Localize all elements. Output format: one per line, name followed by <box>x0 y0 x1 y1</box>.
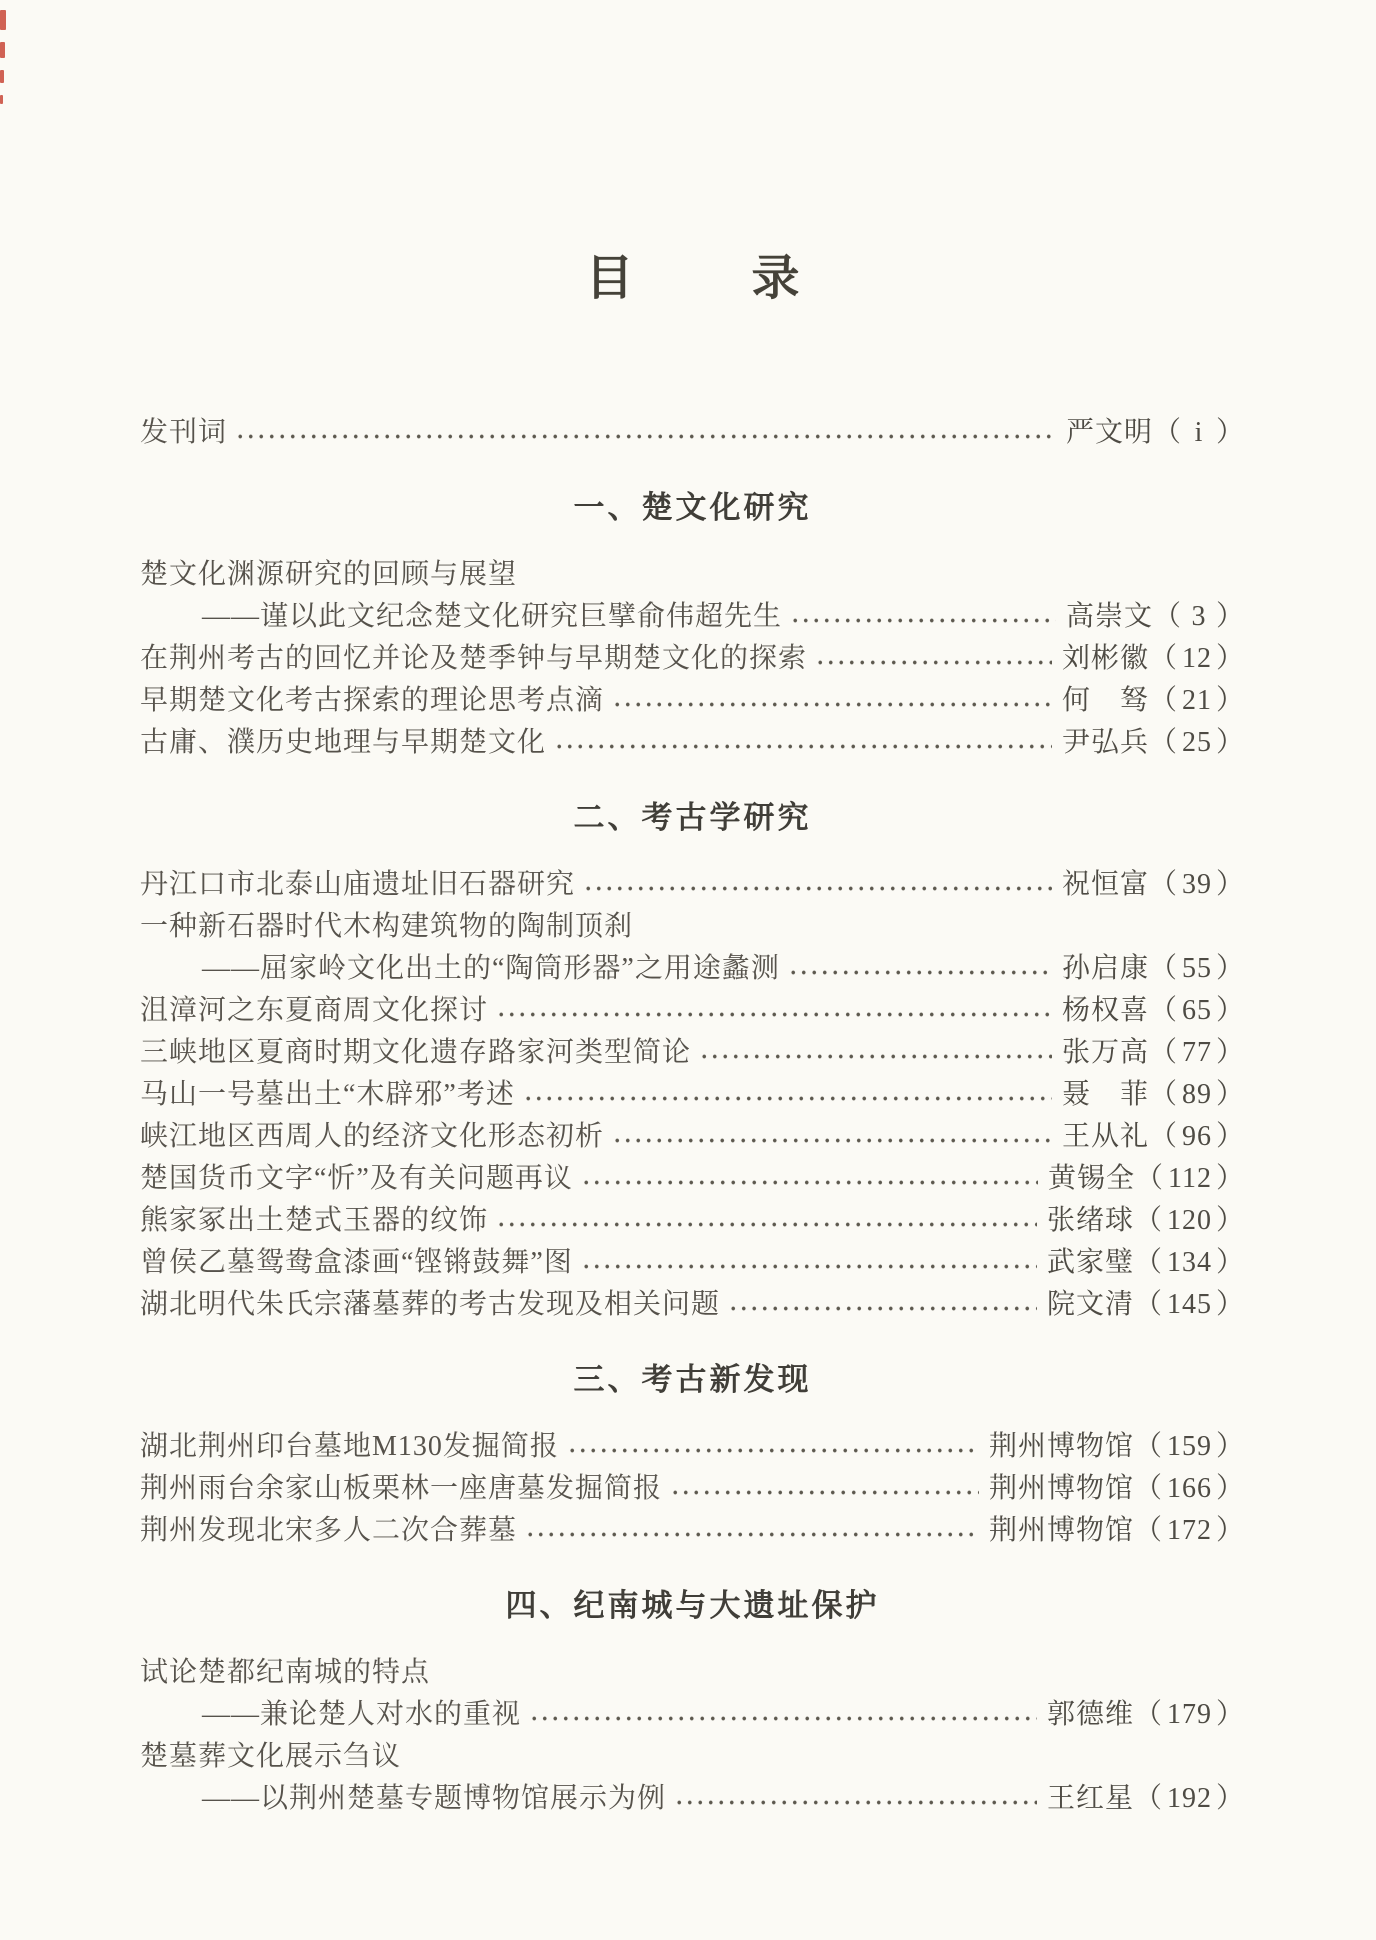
toc-entry-line <box>140 1242 1245 1284</box>
toc-entry-line <box>140 596 1245 638</box>
page-number: 89 <box>1181 1079 1212 1111</box>
page-number: 96 <box>1181 1121 1212 1153</box>
entry-author-page: 何 驽（ 21 ） <box>1062 680 1245 722</box>
section-heading: 四、纪南城与大遗址保护 <box>505 1588 880 1624</box>
toc-entry-line <box>140 1510 1245 1552</box>
entry-title: ——屈家岭文化出土的“陶筒形器”之用途蠡测 <box>202 953 780 985</box>
page-number: 145 <box>1166 1289 1212 1321</box>
author-name: 张万高 <box>1061 1037 1149 1069</box>
entry-title: 楚文化渊源研究的回顾与展望 <box>140 559 518 591</box>
toc-entry-line <box>140 1778 1245 1820</box>
toc-entry-line <box>140 1158 1245 1200</box>
entry-author-page: 荆州博物馆（ 172 ） <box>989 1510 1245 1552</box>
page-number: 65 <box>1181 995 1212 1027</box>
page-number: 25 <box>1181 727 1212 759</box>
scan-artifact-red-mark <box>0 95 3 104</box>
author-name: 荆州博物馆 <box>988 1515 1134 1547</box>
dot-leader <box>581 1158 1038 1200</box>
entry-title: 熊家冢出土楚式玉器的纹饰 <box>140 1205 489 1237</box>
toc-entry-line <box>140 554 1245 596</box>
dot-leader <box>790 596 1056 638</box>
scan-artifact-red-mark <box>0 10 6 30</box>
toc-entry-line <box>140 722 1245 764</box>
author-name: 黄锡全 <box>1047 1163 1135 1195</box>
page-number: 39 <box>1181 869 1212 901</box>
entry-title: 丹江口市北泰山庙遗址旧石器研究 <box>140 869 576 901</box>
toc-entry-line <box>140 412 1245 454</box>
toc-entry-line <box>140 1200 1245 1242</box>
entry-author-page: 荆州博物馆（ 166 ） <box>989 1468 1245 1510</box>
entry-title: 峡江地区西周人的经济文化形态初析 <box>140 1121 605 1153</box>
dot-leader <box>529 1694 1037 1736</box>
entry-author-page: 刘彬徽（ 12 ） <box>1062 638 1245 680</box>
entry-author-page: 祝恒富（ 39 ） <box>1062 864 1245 906</box>
page-number: 77 <box>1181 1037 1212 1069</box>
toc-entry-line <box>140 1116 1245 1158</box>
author-name: 刘彬徽 <box>1061 643 1149 675</box>
author-name: 荆州博物馆 <box>988 1431 1134 1463</box>
toc-entry-line <box>140 1074 1245 1116</box>
dot-leader <box>674 1778 1037 1820</box>
page-number: 55 <box>1181 953 1212 985</box>
entry-title: 湖北荆州印台墓地M130发掘简报 <box>140 1431 559 1463</box>
page-number: 192 <box>1166 1783 1212 1815</box>
dot-leader <box>612 680 1052 722</box>
entry-title: 一种新石器时代木构建筑物的陶制顶刹 <box>140 911 634 943</box>
dot-leader <box>567 1426 979 1468</box>
entry-author-page: 院文清（ 145 ） <box>1047 1284 1245 1326</box>
author-name: 郭德维 <box>1046 1699 1134 1731</box>
toc-entry-line <box>140 864 1245 906</box>
page-number: 166 <box>1166 1473 1212 1505</box>
entry-author-page: 郭德维（ 179 ） <box>1047 1694 1245 1736</box>
entry-author-page: 黄锡全（ 112 ） <box>1048 1158 1245 1200</box>
toc-entry-line <box>140 638 1245 680</box>
toc-entry-line <box>140 1284 1245 1326</box>
entry-title: 古庸、濮历史地理与早期楚文化 <box>140 727 547 759</box>
toc-content <box>0 248 1376 1820</box>
author-name: 高崇文 <box>1065 601 1153 633</box>
page-title-char: 录 <box>751 252 800 305</box>
author-name: 院文清 <box>1046 1289 1134 1321</box>
section-heading: 一、楚文化研究 <box>573 490 812 526</box>
toc-entry-line <box>140 1032 1245 1074</box>
toc-entry-line <box>140 906 1245 948</box>
page-number: 172 <box>1166 1515 1212 1547</box>
dot-leader <box>612 1116 1052 1158</box>
entry-title: 试论楚都纪南城的特点 <box>140 1657 431 1689</box>
entry-title: 在荆州考古的回忆并论及楚季钟与早期楚文化的探索 <box>140 643 808 675</box>
entry-title: ——以荆州楚墓专题博物馆展示为例 <box>202 1783 667 1815</box>
entry-title: ——兼论楚人对水的重视 <box>202 1699 522 1731</box>
entry-author-page: 尹弘兵（ 25 ） <box>1062 722 1245 764</box>
dot-leader <box>788 948 1052 990</box>
author-name: 何 驽 <box>1061 685 1149 717</box>
toc-entry-line <box>140 1468 1245 1510</box>
toc-entry-line <box>140 1652 1245 1694</box>
page-number: 3 <box>1191 601 1207 633</box>
scan-artifact-red-mark <box>0 42 5 58</box>
author-name: 杨权喜 <box>1061 995 1149 1027</box>
toc-entry-line <box>140 948 1245 990</box>
toc-entry-line <box>140 1694 1245 1736</box>
toc-entry-line <box>140 990 1245 1032</box>
entry-title: ——谨以此文纪念楚文化研究巨擘俞伟超先生 <box>202 601 783 633</box>
dot-leader <box>815 638 1052 680</box>
page-number: 134 <box>1166 1247 1212 1279</box>
author-name: 尹弘兵 <box>1061 727 1149 759</box>
entry-author-page: 杨权喜（ 65 ） <box>1062 990 1245 1032</box>
page-number: 12 <box>1181 643 1212 675</box>
page-title-char: 目 <box>585 252 634 305</box>
entry-author-page: 孙启康（ 55 ） <box>1062 948 1245 990</box>
dot-leader <box>699 1032 1052 1074</box>
dot-leader <box>523 1074 1052 1116</box>
entry-title: 早期楚文化考古探索的理论思考点滴 <box>140 685 605 717</box>
author-name: 聂 菲 <box>1061 1079 1149 1111</box>
entry-author-page: 张万高（ 77 ） <box>1062 1032 1245 1074</box>
dot-leader <box>554 722 1052 764</box>
page-number: 179 <box>1166 1699 1212 1731</box>
front-matter <box>140 412 1245 454</box>
page-number: 159 <box>1166 1431 1212 1463</box>
author-name: 王从礼 <box>1061 1121 1149 1153</box>
dot-leader <box>728 1284 1037 1326</box>
toc-entry-line <box>140 680 1245 722</box>
page-number: 21 <box>1181 685 1212 717</box>
author-name: 张绪球 <box>1046 1205 1134 1237</box>
entry-author-page: 高崇文（ 3 ） <box>1066 596 1245 638</box>
entry-author-page: 荆州博物馆（ 159 ） <box>989 1426 1245 1468</box>
entry-title: 发刊词 <box>140 417 228 449</box>
scan-artifact-red-mark <box>0 70 4 83</box>
entry-title: 湖北明代朱氏宗藩墓葬的考古发现及相关问题 <box>140 1289 721 1321</box>
author-name: 王红星 <box>1046 1783 1134 1815</box>
toc-entry-line <box>140 1736 1245 1778</box>
dot-leader <box>581 1242 1037 1284</box>
entry-title: 荆州发现北宋多人二次合葬墓 <box>140 1515 518 1547</box>
author-name: 荆州博物馆 <box>988 1473 1134 1505</box>
entry-author-page: 王从礼（ 96 ） <box>1062 1116 1245 1158</box>
entry-author-page: 张绪球（ 120 ） <box>1047 1200 1245 1242</box>
entry-author-page: 武家璧（ 134 ） <box>1047 1242 1245 1284</box>
entry-title: 三峡地区夏商时期文化遗存路家河类型简论 <box>140 1037 692 1069</box>
section-heading: 三、考古新发现 <box>573 1362 812 1398</box>
author-name: 武家璧 <box>1046 1247 1134 1279</box>
entry-title: 马山一号墓出土“木辟邪”考述 <box>140 1079 515 1111</box>
dot-leader <box>496 990 1052 1032</box>
entry-title: 曾侯乙墓鸳鸯盒漆画“铿锵鼓舞”图 <box>140 1247 573 1279</box>
entry-title: 荆州雨台余家山板栗林一座唐墓发掘简报 <box>140 1473 663 1505</box>
toc-sections <box>140 488 1245 1820</box>
dot-leader <box>235 412 1056 454</box>
entry-author-page: 王红星（ 192 ） <box>1047 1778 1245 1820</box>
entry-title: 楚国货币文字“忻”及有关问题再议 <box>140 1163 573 1195</box>
entry-title: 沮漳河之东夏商周文化探讨 <box>140 995 489 1027</box>
dot-leader <box>583 864 1052 906</box>
page-number: i <box>1194 417 1204 449</box>
toc-entry-line <box>140 1426 1245 1468</box>
section-heading: 二、考古学研究 <box>573 800 812 836</box>
entry-title: 楚墓葬文化展示刍议 <box>140 1741 402 1773</box>
entry-author-page: 聂 菲（ 89 ） <box>1062 1074 1245 1116</box>
dot-leader <box>525 1510 979 1552</box>
author-name: 孙启康 <box>1061 953 1149 985</box>
dot-leader <box>670 1468 979 1510</box>
author-name: 严文明 <box>1065 417 1153 449</box>
entry-author-page: 严文明（ i ） <box>1066 412 1245 454</box>
page-title <box>140 248 1245 310</box>
page-number: 120 <box>1166 1205 1212 1237</box>
page-number: 112 <box>1168 1163 1212 1195</box>
dot-leader <box>496 1200 1037 1242</box>
author-name: 祝恒富 <box>1061 869 1149 901</box>
